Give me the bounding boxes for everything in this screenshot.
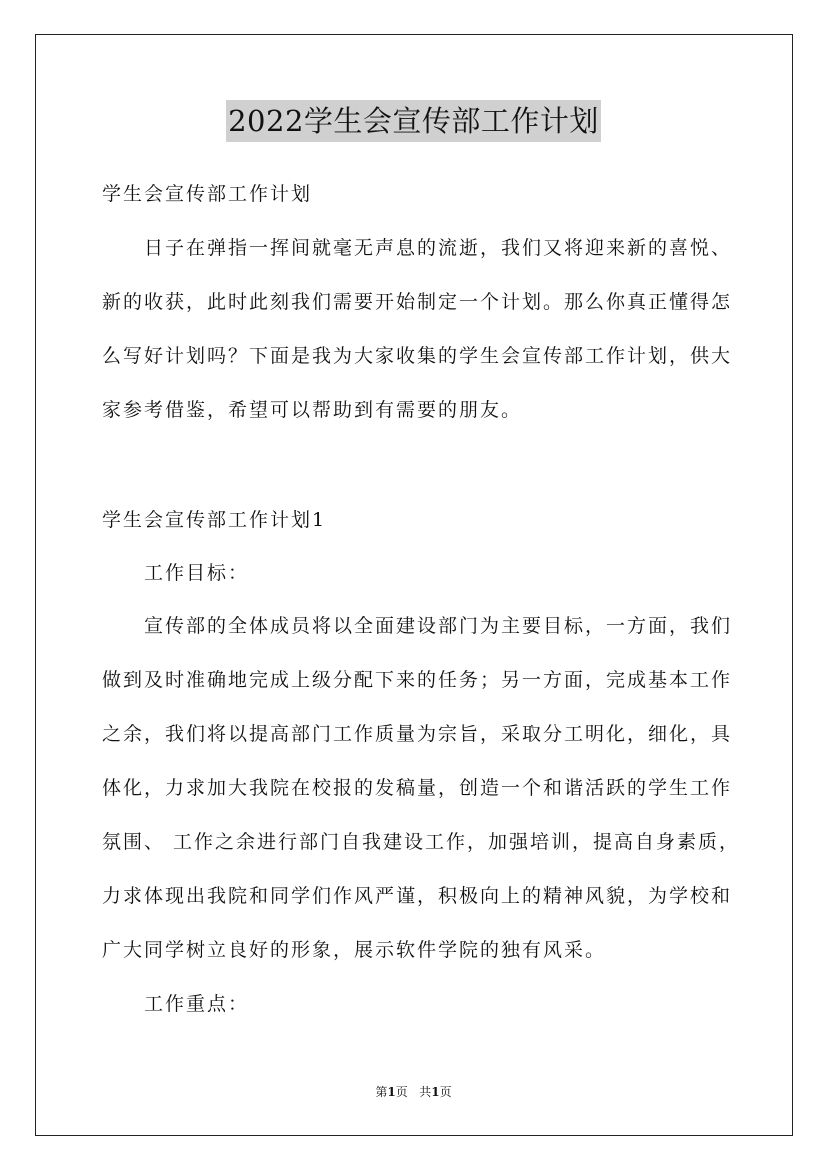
intro-line: 家参考借鉴，希望可以帮助到有需要的朋友。 (102, 399, 523, 421)
intro-line: 日子在弹指一挥间就毫无声息的流逝，我们又将迎来新的喜悦、 (144, 237, 733, 259)
section-heading: 学生会宣传部工作计划1 (102, 509, 327, 531)
page-suffix: 页 (395, 1085, 408, 1099)
total-number: 1 (431, 1085, 440, 1099)
document-title: 2022学生会宣传部工作计划 (226, 100, 601, 142)
intro-line: 么写好计划吗？下面是我为大家收集的学生会宣传部工作计划，供大 (102, 345, 733, 367)
goal-line: 体化，力求加大我院在校报的发稿量，创造一个和谐活跃的学生工作 (102, 777, 733, 799)
total-prefix: 共 (419, 1085, 432, 1099)
page-prefix: 第 (375, 1085, 388, 1099)
focus-heading: 工作重点： (144, 993, 250, 1015)
page-number: 1 (387, 1085, 396, 1099)
document-body (102, 174, 742, 1024)
goal-line: 宣传部的全体成员将以全面建设部门为主要目标，一方面，我们 (144, 615, 733, 637)
goal-heading: 工作目标： (144, 562, 250, 584)
intro-line: 新的收获，此时此刻我们需要开始制定一个计划。那么你真正懂得怎 (102, 291, 733, 313)
total-suffix: 页 (439, 1085, 452, 1099)
goal-line: 广大同学树立良好的形象，展示软件学院的独有风采。 (102, 939, 607, 961)
goal-line: 之余，我们将以提高部门工作质量为宗旨，采取分工明化，细化，具 (102, 723, 733, 745)
page-footer (0, 1084, 827, 1100)
goal-line: 力求体现出我院和同学们作风严谨，积极向上的精神风貌，为学校和 (102, 885, 733, 907)
title-container (0, 100, 827, 142)
goal-line: 做到及时准确地完成上级分配下来的任务；另一方面，完成基本工作 (102, 669, 733, 691)
subtitle: 学生会宣传部工作计划 (102, 183, 313, 205)
goal-line: 氛围、 工作之余进行部门自我建设工作，加强培训，提高自身素质， (102, 831, 741, 853)
